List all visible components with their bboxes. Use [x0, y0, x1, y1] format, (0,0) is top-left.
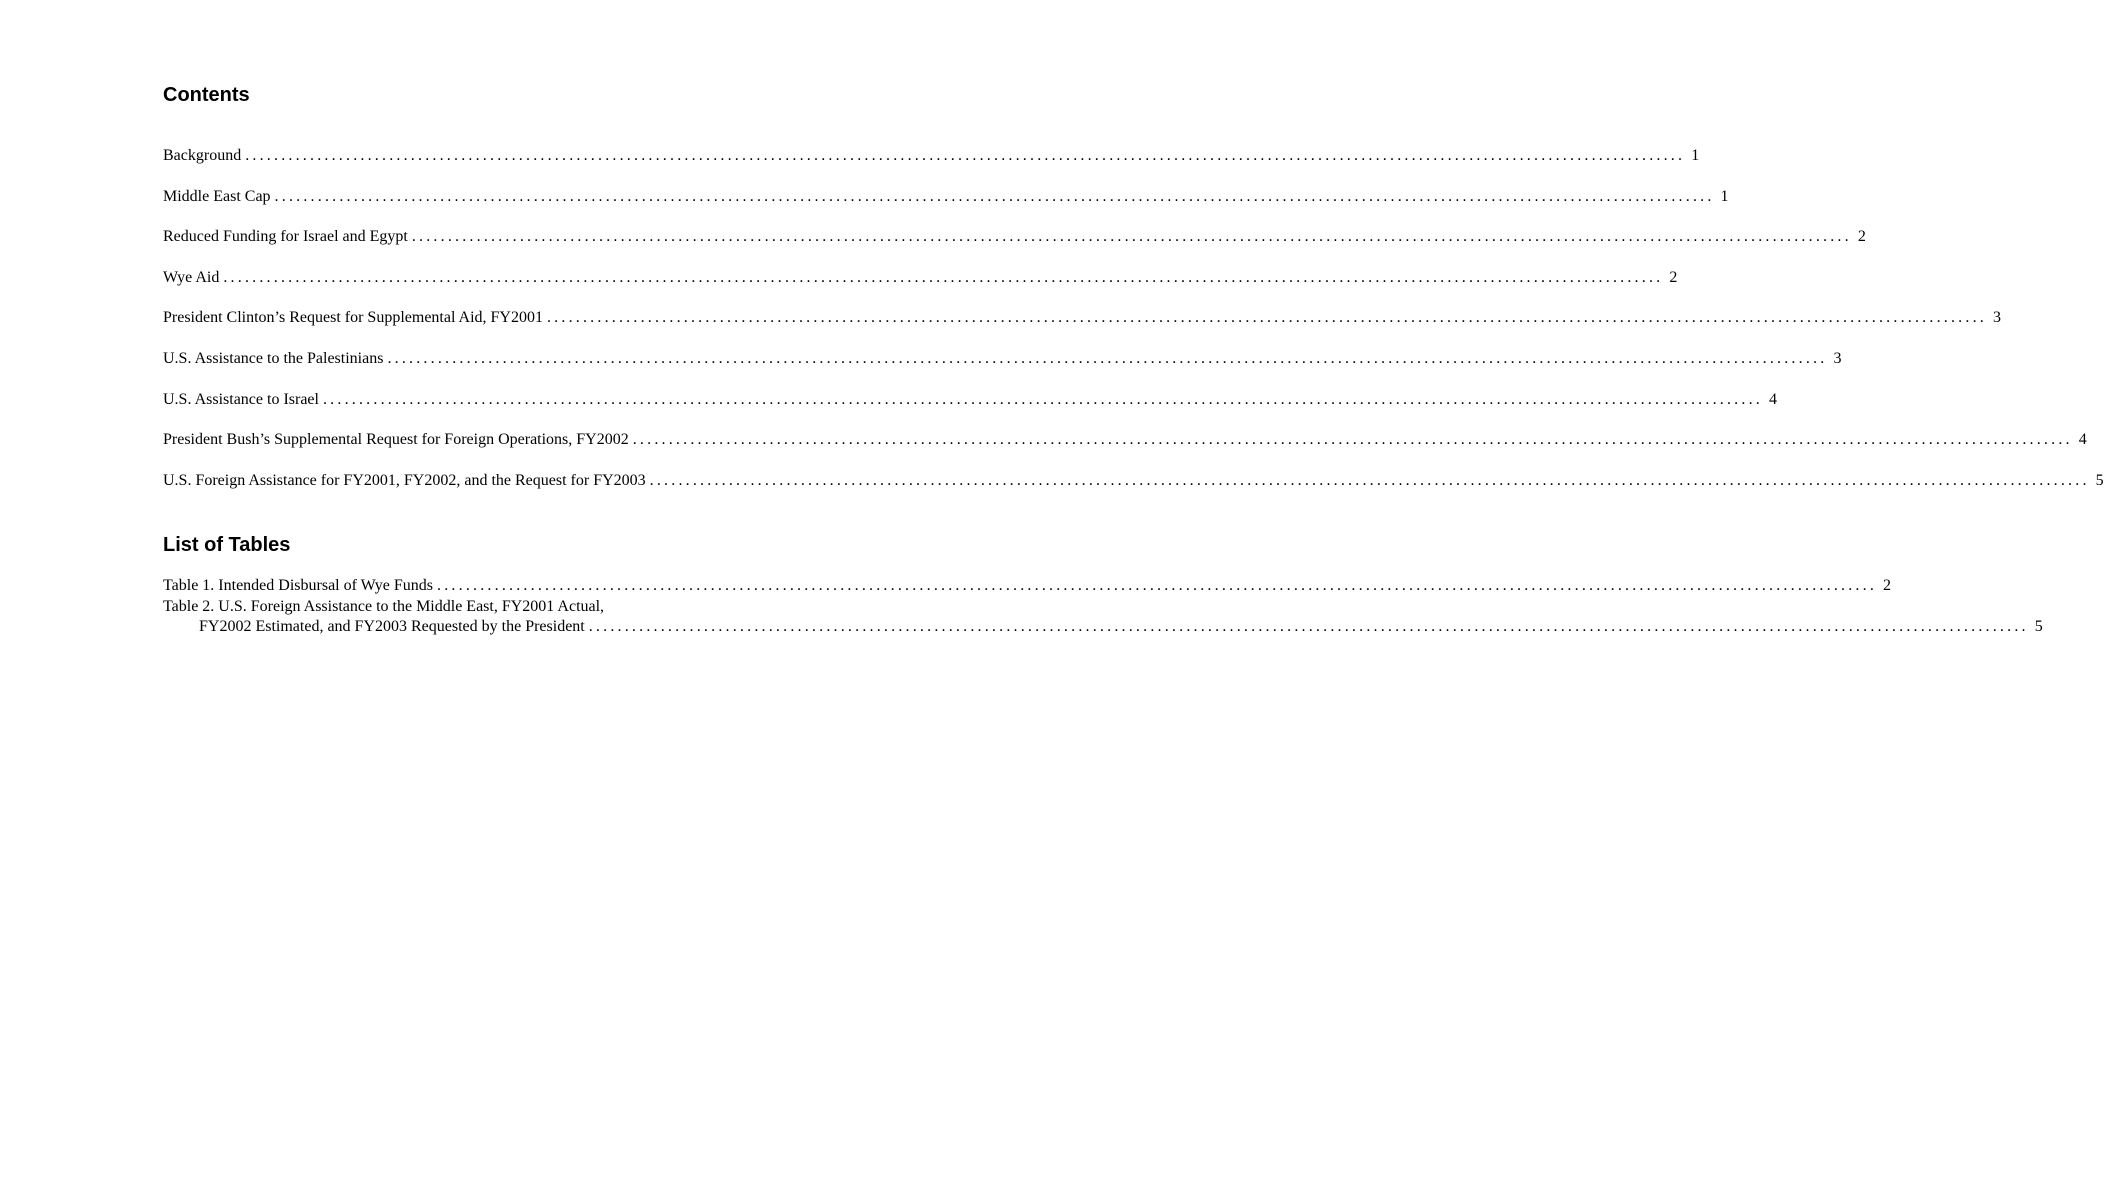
toc-entry-page: 4	[2078, 431, 2087, 449]
toc-entry-title: President Clinton’s Request for Supplemental Aid, FY2001	[163, 309, 543, 327]
toc-entry[interactable]	[163, 227, 1866, 268]
toc-entry-title: President Bush’s Supplemental Request for Foreign Operations, FY2002	[163, 431, 629, 449]
table-entry[interactable]	[163, 576, 1892, 597]
dot-leader: ........................................................................................................................................................................................................	[223, 268, 1664, 286]
toc-entry-page: 2	[1669, 268, 1678, 286]
dot-leader: ........................................................................................................................................................................................................	[649, 471, 2090, 489]
table-entry-title: Table 1. Intended Disbursal of Wye Funds	[163, 577, 434, 594]
toc-entry[interactable]	[163, 430, 2087, 471]
dot-leader: ........................................................................................................................................................................................................	[411, 228, 1852, 246]
dot-leader: ........................................................................................................................................................................................................	[588, 618, 2029, 635]
toc-entry-page: 1	[1691, 147, 1700, 164]
contents-list	[163, 146, 2104, 511]
toc-entry-title: Background	[163, 147, 242, 164]
dot-leader: ........................................................................................................................................................................................................	[632, 431, 2073, 449]
toc-entry[interactable]	[163, 349, 1842, 390]
toc-entry-title: Middle East Cap	[163, 187, 271, 205]
toc-entry-title: Reduced Funding for Israel and Egypt	[163, 228, 408, 246]
dot-leader: ........................................................................................................................................................................................................	[322, 390, 1763, 408]
toc-entry-page: 3	[1992, 309, 2001, 327]
list-of-tables	[163, 576, 2043, 638]
toc-entry-title: Wye Aid	[163, 268, 220, 286]
toc-entry-page: 3	[1833, 349, 1842, 367]
toc-entry[interactable]	[163, 268, 1678, 309]
toc-entry-page: 1	[1720, 187, 1729, 205]
toc-entry-page: 4	[1768, 390, 1777, 408]
table-entry[interactable]	[163, 597, 2043, 638]
table-entry-page: 5	[2034, 618, 2043, 635]
dot-leader: ........................................................................................................................................................................................................	[546, 309, 1987, 327]
list-of-tables-heading: List of Tables	[163, 534, 291, 556]
toc-entry[interactable]	[163, 146, 1700, 187]
toc-entry-page: 5	[2095, 471, 2104, 489]
dot-leader: ........................................................................................................................................................................................................	[245, 147, 1686, 164]
dot-leader: ........................................................................................................................................................................................................	[387, 349, 1828, 367]
toc-entry-title: U.S. Foreign Assistance for FY2001, FY2002, and the Request for FY2003	[163, 471, 646, 489]
toc-entry-title: U.S. Assistance to Israel	[163, 390, 319, 408]
toc-entry[interactable]	[163, 187, 1729, 228]
table-entry-page: 2	[1883, 577, 1892, 594]
toc-entry[interactable]	[163, 308, 2001, 349]
toc-entry[interactable]	[163, 390, 1777, 431]
toc-entry-title: U.S. Assistance to the Palestinians	[163, 349, 384, 367]
dot-leader: ........................................................................................................................................................................................................	[274, 187, 1715, 205]
dot-leader: ........................................................................................................................................................................................................	[437, 577, 1878, 594]
table-entry-title: Table 2. U.S. Foreign Assistance to the Middle East, FY2001 Actual,	[163, 597, 605, 615]
contents-heading: Contents	[163, 84, 250, 106]
toc-entry-page: 2	[1857, 228, 1866, 246]
toc-entry[interactable]	[163, 471, 2104, 512]
table-entry-title-continued: FY2002 Estimated, and FY2003 Requested by the President	[199, 618, 585, 635]
